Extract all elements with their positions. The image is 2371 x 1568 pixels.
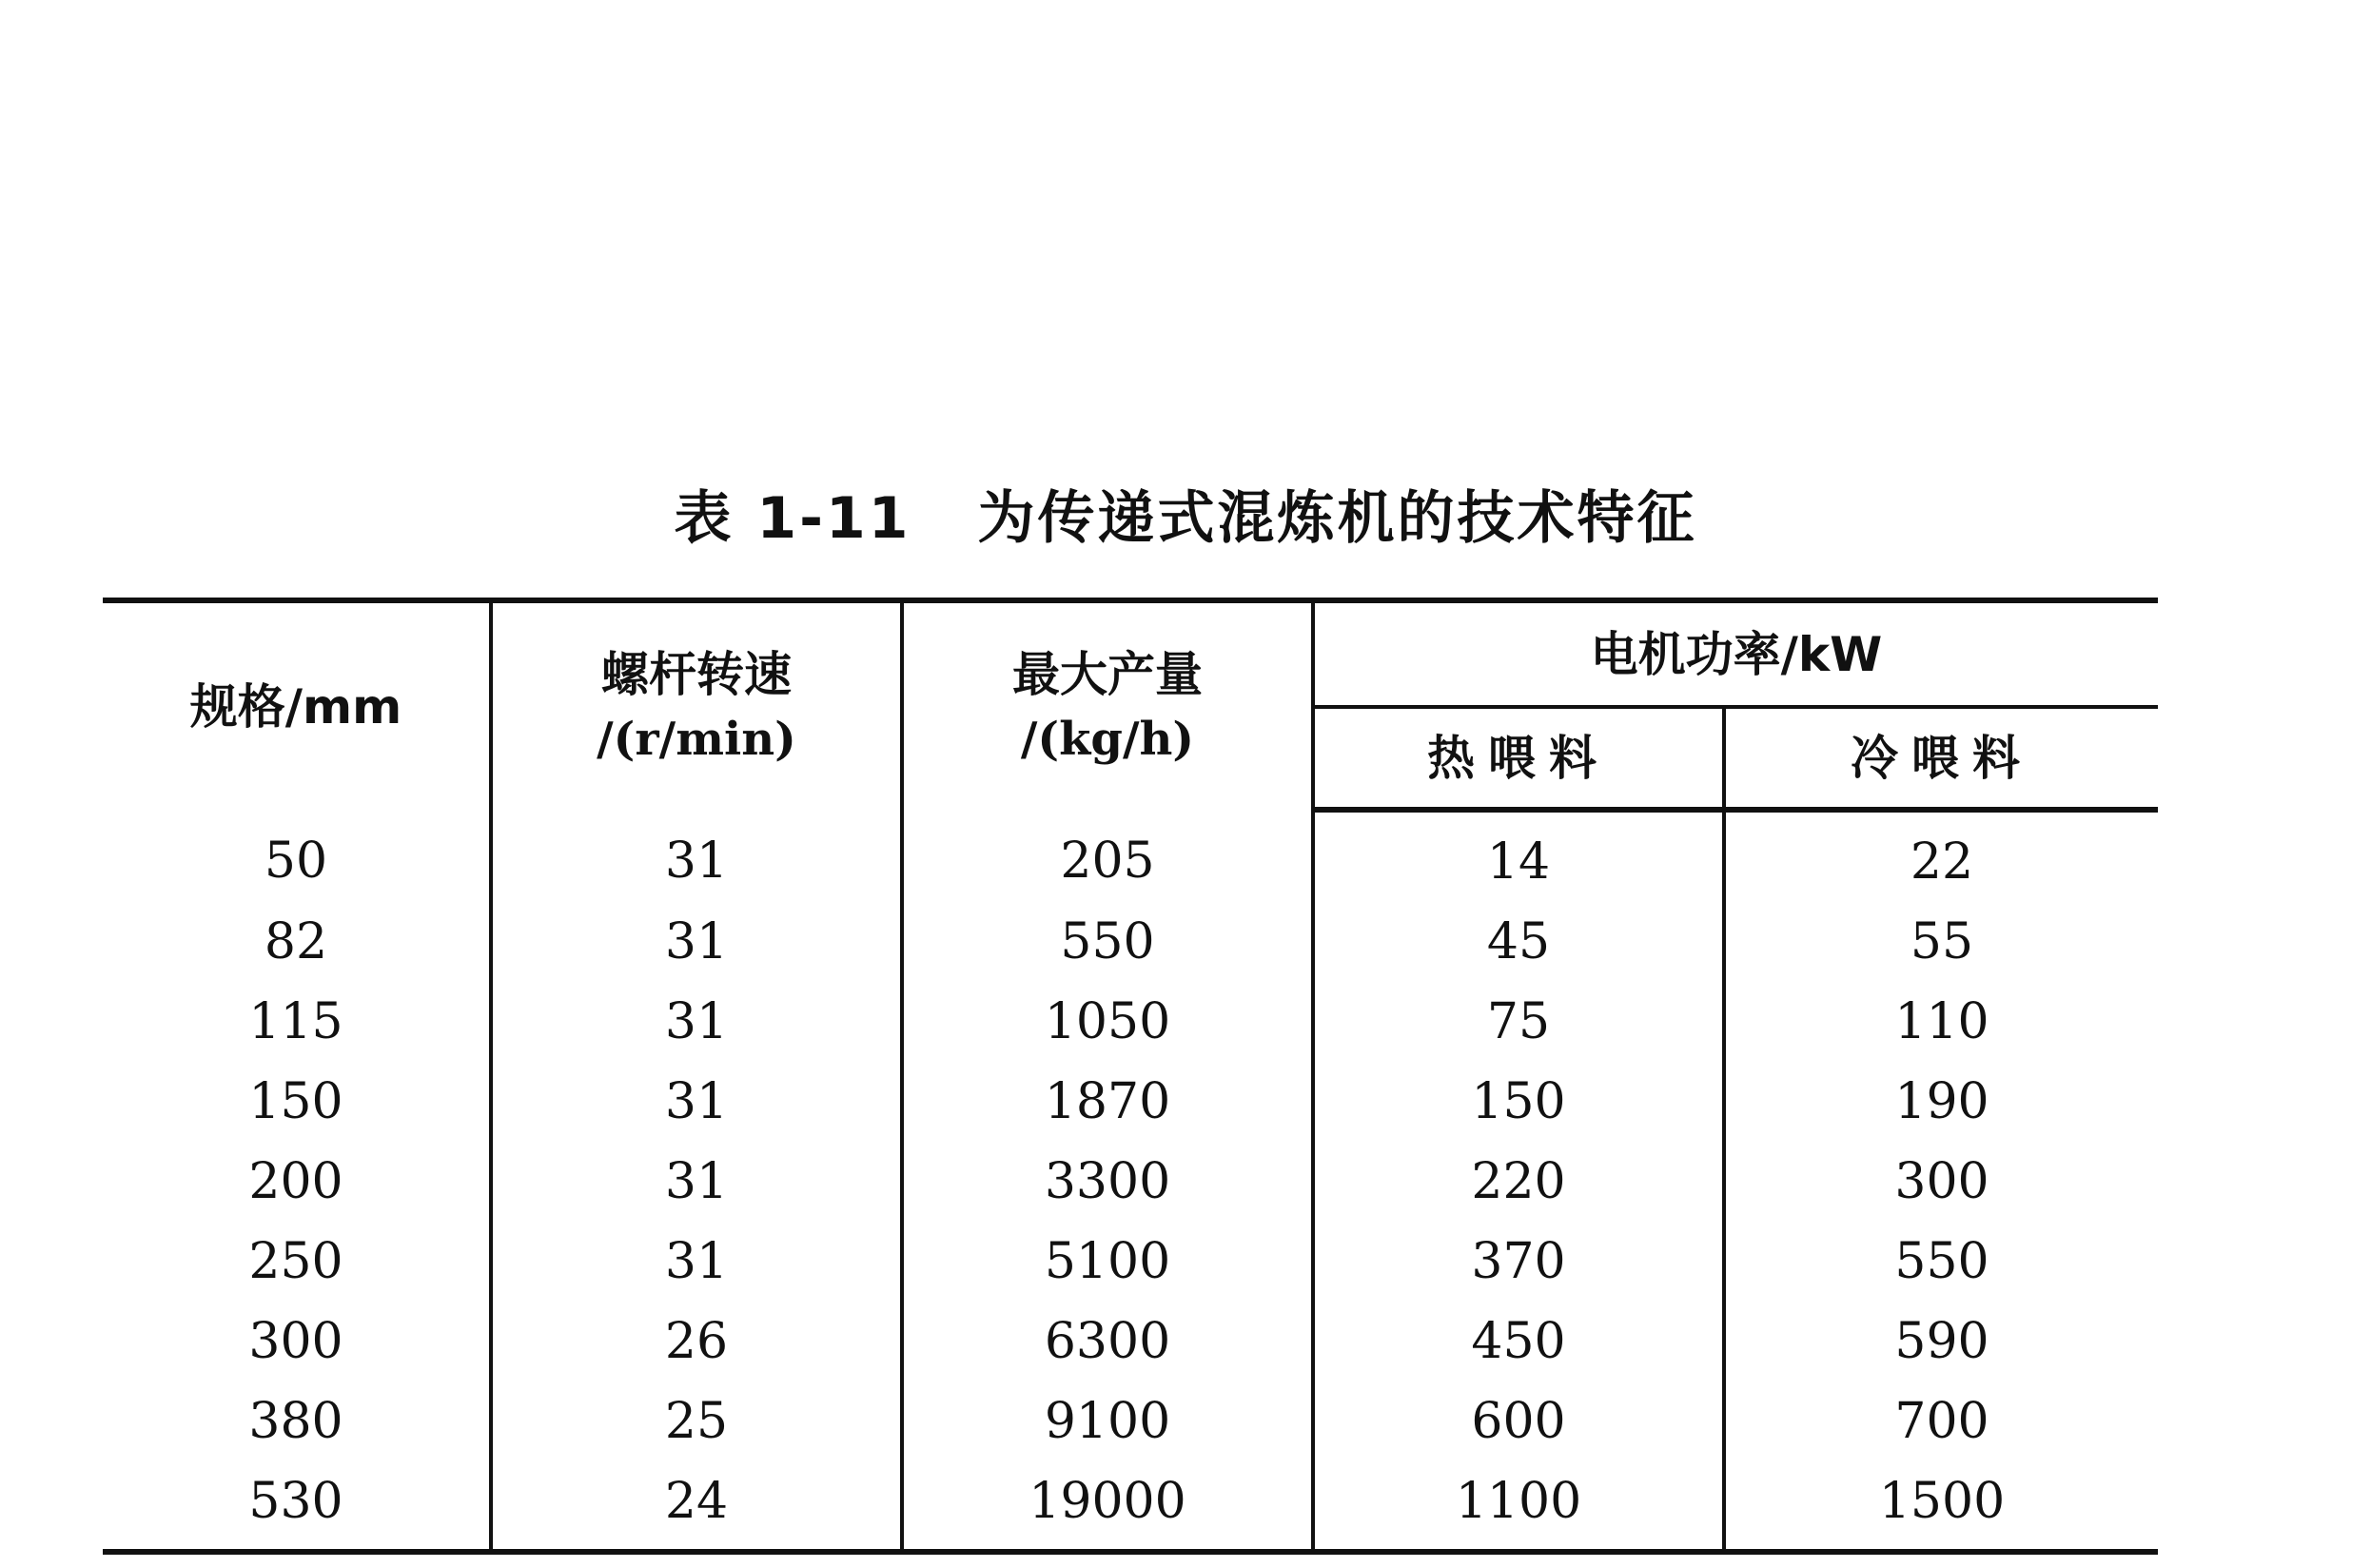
cell-hot-feed-power: 1100 <box>1313 1461 1724 1552</box>
table-row <box>103 1302 2158 1382</box>
cell-max-output: 6300 <box>902 1302 1313 1382</box>
cell-cold-feed-power: 190 <box>1894 1073 1989 1130</box>
cell-screw-speed: 31 <box>491 1142 902 1222</box>
header-max-output-unit: /(kg/h) <box>1020 712 1195 766</box>
header-cold-feed: 冷喂料 <box>1724 707 2158 810</box>
cell-screw-speed: 31 <box>491 1222 902 1302</box>
header-hot-feed: 热喂料 <box>1313 707 1724 810</box>
cell-hot-feed-power: 45 <box>1313 902 1724 982</box>
table-row <box>103 810 2158 902</box>
cell-spec: 530 <box>103 1461 491 1552</box>
cell-max-output: 19000 <box>902 1461 1313 1552</box>
table-row <box>103 1382 2158 1461</box>
cell-hot-feed-power: 14 <box>1313 810 1724 902</box>
table-row <box>103 1142 2158 1222</box>
table-row <box>103 1222 2158 1302</box>
cell-cold-feed-power: 55 <box>1910 913 1974 970</box>
cell-spec: 115 <box>103 982 491 1062</box>
cell-max-output: 1870 <box>902 1062 1313 1142</box>
table-row <box>103 1461 2158 1552</box>
cell-spec: 50 <box>103 810 491 902</box>
cell-max-output: 9100 <box>902 1382 1313 1461</box>
cell-screw-speed: 31 <box>491 902 902 982</box>
cell-screw-speed: 26 <box>491 1302 902 1382</box>
table-caption <box>0 480 2371 557</box>
header-spec: 规格/mm <box>103 600 491 810</box>
cell-max-output: 205 <box>902 810 1313 902</box>
cell-hot-feed-power: 150 <box>1313 1062 1724 1142</box>
technical-specs-table <box>103 598 2158 1555</box>
header-motor-power: 电机功率/kW <box>1313 600 2158 707</box>
header-screw-speed <box>491 600 902 810</box>
header-max-output-name: 最大产量 <box>1012 646 1203 702</box>
header-screw-speed-unit: /(r/min) <box>597 712 796 766</box>
cell-spec: 380 <box>103 1382 491 1461</box>
cell-hot-feed-power: 370 <box>1313 1222 1724 1302</box>
cell-screw-speed: 25 <box>491 1382 902 1461</box>
cell-cold-feed-power: 1500 <box>1878 1473 2006 1530</box>
cell-max-output: 3300 <box>902 1142 1313 1222</box>
cell-screw-speed: 31 <box>491 810 902 902</box>
table-header <box>103 600 2158 810</box>
table-number: 表 1-11 <box>674 485 911 552</box>
cell-cold-feed-power: 300 <box>1894 1153 1989 1210</box>
cell-spec: 250 <box>103 1222 491 1302</box>
cell-max-output: 5100 <box>902 1222 1313 1302</box>
table-container <box>103 598 2158 1555</box>
header-screw-speed-name: 螺杆转速 <box>601 646 792 702</box>
cell-hot-feed-power: 450 <box>1313 1302 1724 1382</box>
cell-cold-feed-power: 700 <box>1894 1393 1989 1450</box>
table-title: 为传递式混炼机的技术特征 <box>977 485 1697 552</box>
table-row <box>103 902 2158 982</box>
cell-screw-speed: 31 <box>491 982 902 1062</box>
cell-spec: 300 <box>103 1302 491 1382</box>
header-max-output <box>902 600 1313 810</box>
cell-spec: 150 <box>103 1062 491 1142</box>
cell-screw-speed: 31 <box>491 1062 902 1142</box>
cell-cold-feed-power: 22 <box>1910 833 1974 891</box>
cell-max-output: 1050 <box>902 982 1313 1062</box>
cell-hot-feed-power: 600 <box>1313 1382 1724 1461</box>
cell-cold-feed-power: 590 <box>1894 1313 1989 1370</box>
cell-max-output: 550 <box>902 902 1313 982</box>
cell-spec: 200 <box>103 1142 491 1222</box>
table-row <box>103 982 2158 1062</box>
cell-cold-feed-power: 550 <box>1894 1233 1989 1290</box>
header-row-1 <box>103 600 2158 707</box>
cell-cold-feed-power: 110 <box>1894 993 1989 1050</box>
cell-spec: 82 <box>103 902 491 982</box>
table-row <box>103 1062 2158 1142</box>
cell-screw-speed: 24 <box>491 1461 902 1552</box>
cell-hot-feed-power: 75 <box>1313 982 1724 1062</box>
cell-hot-feed-power: 220 <box>1313 1142 1724 1222</box>
table-body <box>103 810 2158 1552</box>
